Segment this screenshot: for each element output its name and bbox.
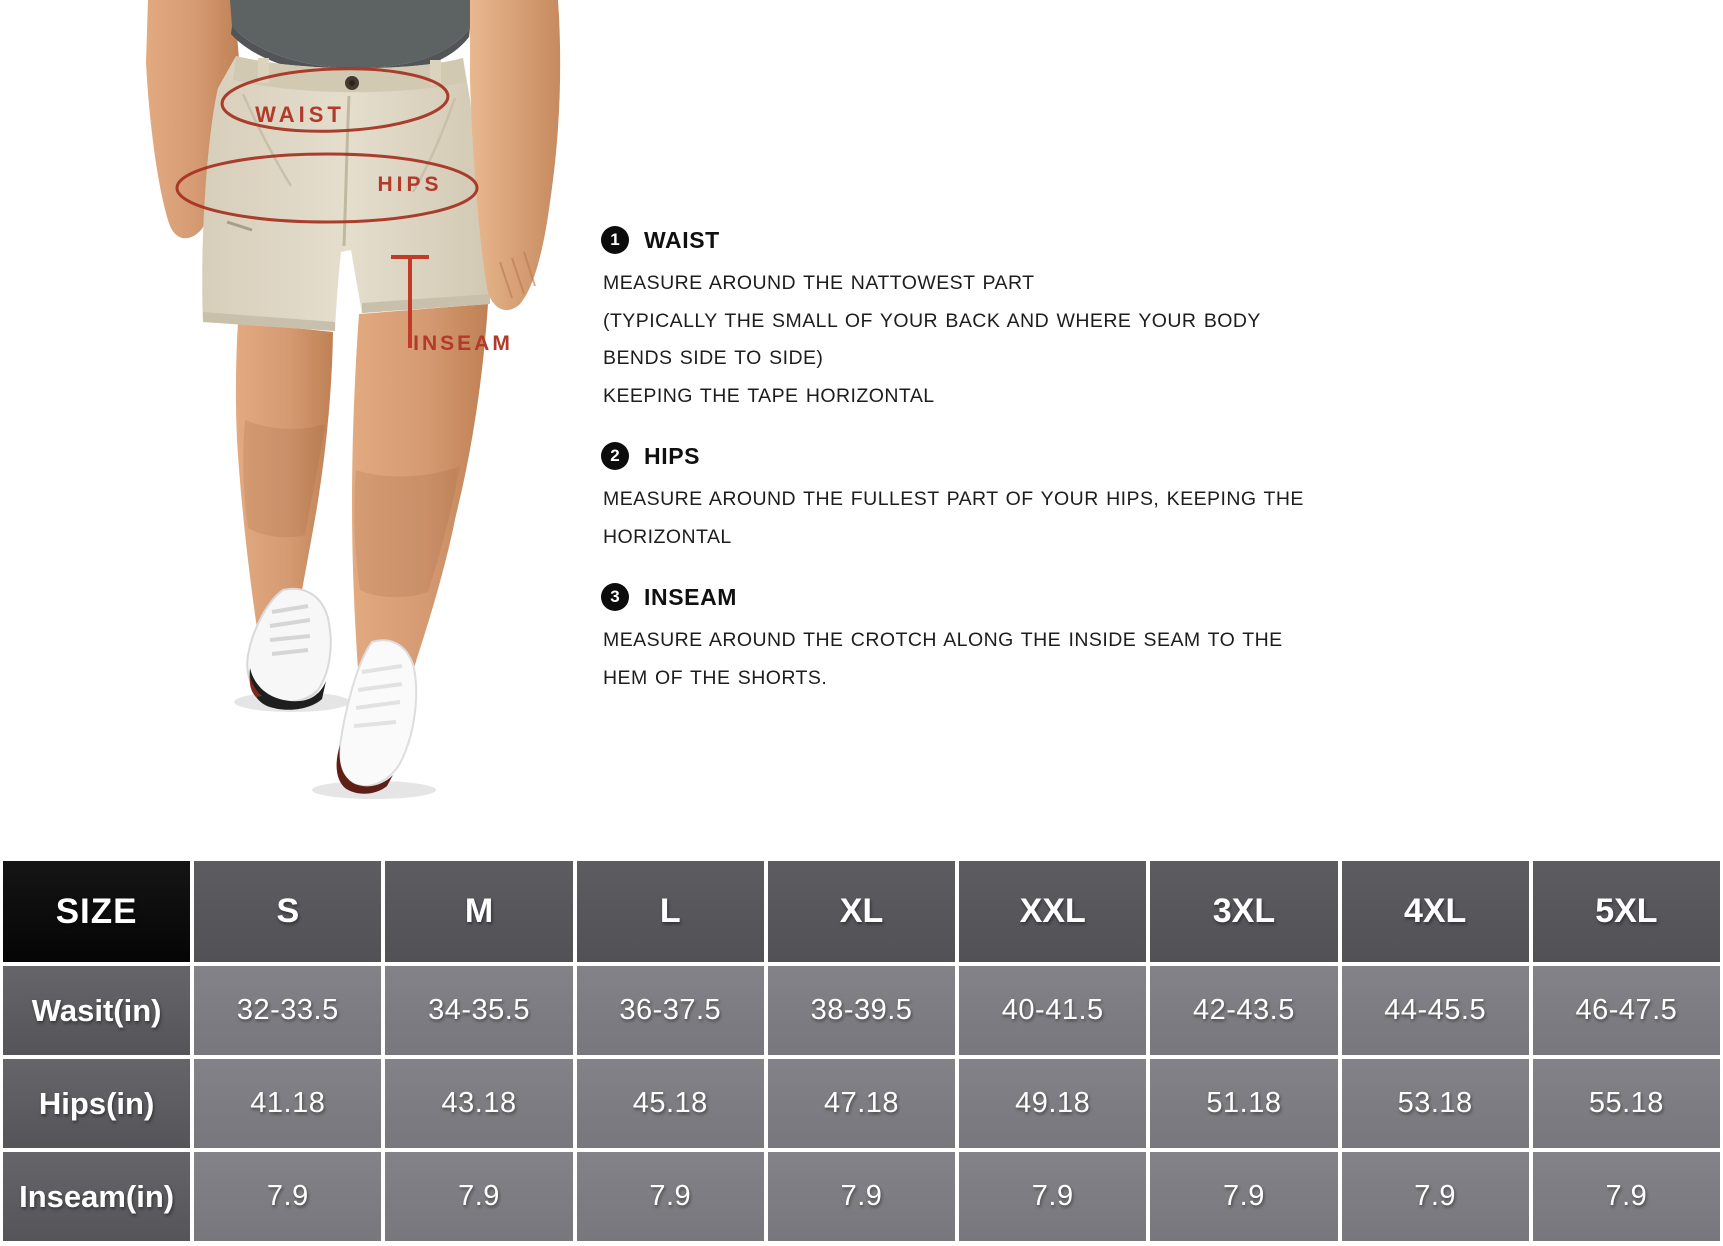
instruction-hips-title: HIPS bbox=[644, 442, 701, 469]
instruction-inseam-body bbox=[603, 622, 1371, 697]
right-arm bbox=[470, 0, 560, 310]
size-chart-value-cell: 32-33.5 bbox=[194, 966, 381, 1055]
instruction-line: MEASURE AROUND THE CROTCH ALONG THE INSIDE SEAM TO THE bbox=[603, 629, 1283, 651]
size-chart-value-cell: 49.18 bbox=[959, 1059, 1146, 1148]
size-chart-value-cell: 55.18 bbox=[1533, 1059, 1720, 1148]
size-chart-value-cell: 42-43.5 bbox=[1150, 966, 1337, 1055]
size-chart-value-cell: 7.9 bbox=[385, 1152, 572, 1241]
instruction-line: HEM OF THE SHORTS. bbox=[603, 666, 828, 689]
size-chart-value-cell: 47.18 bbox=[768, 1059, 955, 1148]
size-chart-row-label: Inseam(in) bbox=[3, 1152, 190, 1241]
instruction-line: MEASURE AROUND THE FULLEST PART OF YOUR HIPS, KEEPING THE bbox=[603, 488, 1304, 510]
instruction-inseam-heading bbox=[601, 583, 1371, 611]
size-chart-value-cell: 7.9 bbox=[194, 1152, 381, 1241]
size-chart-header-cell: XXL bbox=[959, 861, 1146, 962]
size-chart-header-cell: 3XL bbox=[1150, 861, 1337, 962]
instruction-waist bbox=[601, 226, 1371, 415]
instruction-line: KEEPING THE TAPE HORIZONTAL bbox=[603, 384, 935, 407]
hips-overlay-label: HIPS bbox=[377, 173, 443, 196]
size-chart-value-cell: 38-39.5 bbox=[768, 966, 955, 1055]
instruction-waist-body bbox=[603, 265, 1371, 415]
size-chart-value-cell: 44-45.5 bbox=[1342, 966, 1529, 1055]
size-chart-value-cell: 7.9 bbox=[1150, 1152, 1337, 1241]
size-chart-value-cell: 7.9 bbox=[1342, 1152, 1529, 1241]
step-1-badge: 1 bbox=[601, 226, 629, 254]
size-chart-row-label: Wasit(in) bbox=[3, 966, 190, 1055]
instruction-hips-heading bbox=[601, 442, 1371, 470]
size-chart-value-cell: 45.18 bbox=[577, 1059, 764, 1148]
size-chart-header-cell: XL bbox=[768, 861, 955, 962]
waist-overlay-label: WAIST bbox=[255, 102, 345, 127]
instruction-hips-body bbox=[603, 481, 1371, 556]
size-chart-value-cell: 40-41.5 bbox=[959, 966, 1146, 1055]
instruction-hips bbox=[601, 442, 1371, 556]
size-chart-value-cell: 46-47.5 bbox=[1533, 966, 1720, 1055]
right-shoe bbox=[339, 640, 416, 786]
instruction-inseam-title: INSEAM bbox=[644, 583, 738, 610]
instruction-waist-title: WAIST bbox=[644, 226, 720, 253]
waist-button-inner bbox=[349, 80, 355, 86]
size-chart-header-cell: 4XL bbox=[1342, 861, 1529, 962]
size-chart-header-cell: S bbox=[194, 861, 381, 962]
size-chart-row-label: Hips(in) bbox=[3, 1059, 190, 1148]
size-chart-header-cell: L bbox=[577, 861, 764, 962]
instruction-line: BENDS SIDE TO SIDE) bbox=[603, 347, 824, 369]
size-chart-value-cell: 7.9 bbox=[1533, 1152, 1720, 1241]
instruction-waist-heading bbox=[601, 226, 1371, 254]
instruction-line: HORIZONTAL bbox=[603, 525, 732, 548]
size-chart-header-cell: M bbox=[385, 861, 572, 962]
step-2-badge: 2 bbox=[601, 442, 629, 470]
instruction-line: MEASURE AROUND THE NATTOWEST PART bbox=[603, 272, 1035, 294]
size-chart-value-cell: 34-35.5 bbox=[385, 966, 572, 1055]
size-chart-table bbox=[0, 858, 1723, 1246]
model-photo bbox=[0, 0, 590, 800]
size-chart-value-cell: 7.9 bbox=[959, 1152, 1146, 1241]
size-chart-value-cell: 36-37.5 bbox=[577, 966, 764, 1055]
size-chart-value-cell: 7.9 bbox=[768, 1152, 955, 1241]
inseam-overlay-label: INSEAM bbox=[413, 332, 513, 355]
size-chart-value-cell: 51.18 bbox=[1150, 1059, 1337, 1148]
instruction-inseam bbox=[601, 583, 1371, 697]
measure-instructions bbox=[601, 226, 1371, 724]
size-chart-corner-cell: SIZE bbox=[3, 861, 190, 962]
model-photo-svg bbox=[0, 0, 590, 800]
size-chart-header-cell: 5XL bbox=[1533, 861, 1720, 962]
size-chart-value-cell: 41.18 bbox=[194, 1059, 381, 1148]
size-chart-value-cell: 43.18 bbox=[385, 1059, 572, 1148]
instruction-line: (TYPICALLY THE SMALL OF YOUR BACK AND WHERE YOUR BODY bbox=[603, 309, 1261, 332]
size-chart-value-cell: 7.9 bbox=[577, 1152, 764, 1241]
right-knee-shade bbox=[354, 466, 460, 597]
step-3-badge: 3 bbox=[601, 583, 629, 611]
size-chart-value-cell: 53.18 bbox=[1342, 1059, 1529, 1148]
